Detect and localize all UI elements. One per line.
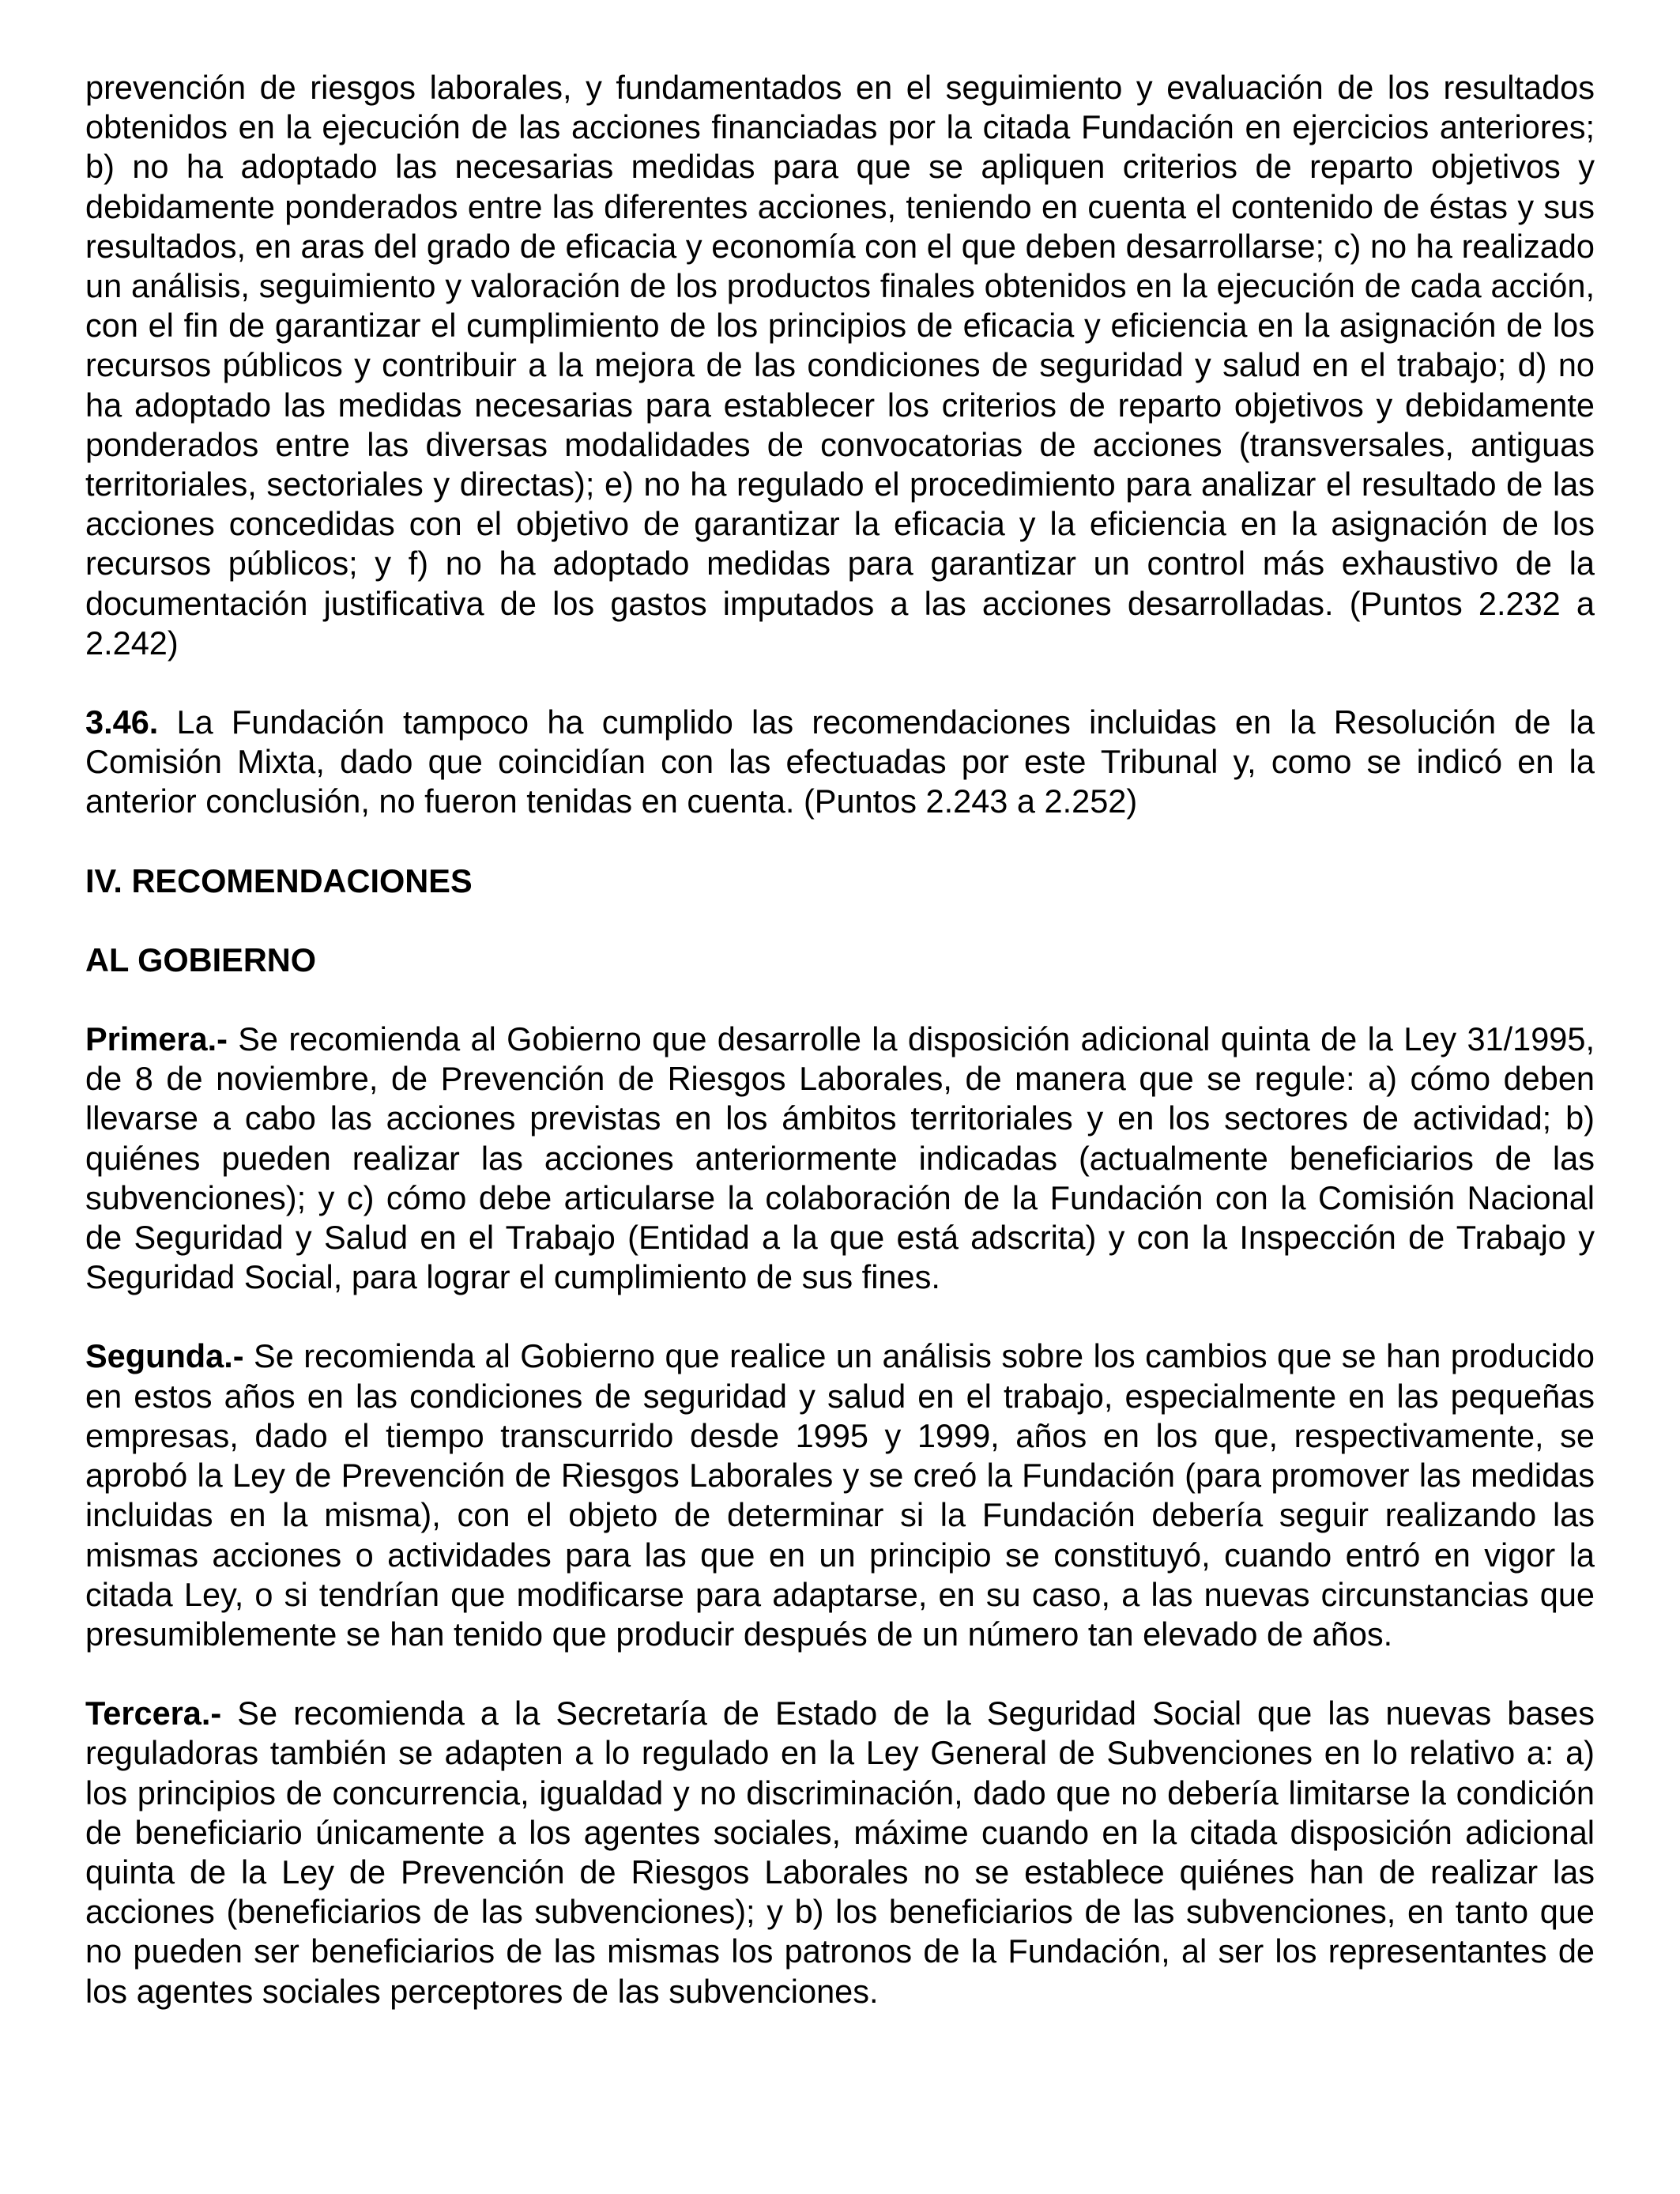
paragraph-number: 3.46. <box>85 703 159 741</box>
subsection-heading: AL GOBIERNO <box>85 941 317 978</box>
recommendation-primera <box>85 1020 1595 1297</box>
recommendation-segunda <box>85 1336 1595 1654</box>
document-page <box>85 68 1595 2011</box>
recommendation-text: Se recomienda al Gobierno que realice un análisis sobre los cambios que se han producido en estos años en las condiciones de seguridad y salud en el trabajo, especialmente en las pequeñas empresas, dado el tiempo transcurrido desde 1995 y 1999, años en los que, respectivamente, se aprobó la Ley de Prevención de Riesgos Laborales y se creó la Fundación (para promover las medidas incluidas en la misma), con el objeto de determinar si la Fundación debería seguir realizando las mismas acciones o actividades para las que en un principio se constituyó, cuando entró en vigor la citada Ley, o si tendrían que modificarse para adaptarse, en su caso, a las nuevas circunstancias que presumiblemente se han tenido que producir después de un número tan elevado de años. <box>85 1337 1595 1653</box>
section-heading: IV. RECOMENDACIONES <box>85 861 473 899</box>
recommendation-text: Se recomienda al Gobierno que desarrolle la disposición adicional quinta de la Ley 31/1995, de 8 de noviembre, de Prevención de Riesgos Laborales, de manera que se regule: a) cómo deben llevarse a cabo las acciones previstas en los ámbitos territoriales y en los sectores de actividad; b) quiénes pueden realizar las acciones anteriormente indicadas (actualmente beneficiarios de las subvenciones); y c) cómo debe articularse la colaboración de la Fundación con la Comisión Nacional de Seguridad y Salud en el Trabajo (Entidad a la que está adscrita) y con la Inspección de Trabajo y Seguridad Social, para lograr el cumplimiento de sus fines. <box>85 1020 1595 1296</box>
recommendation-label: Tercera.- <box>85 1695 222 1732</box>
paragraph-conclusion-continued: prevención de riesgos laborales, y fundamentados en el seguimiento y evaluación de los resultados obtenidos en la ejecución de las acciones financiadas por la citada Fundación en ejercicios anteriores; b) no ha adoptado las necesarias medidas para que se apliquen criterios de reparto objetivos y debidamente ponderados entre las diferentes acciones, teniendo en cuenta el contenido de éstas y sus resultados, en aras del grado de eficacia y economía con el que deben desarrollarse; c) no ha realizado un análisis, seguimiento y valoración de los productos finales obtenidos en la ejecución de cada acción, con el fin de garantizar el cumplimiento de los principios de eficacia y eficiencia en la asignación de los recursos públicos y contribuir a la mejora de las condiciones de seguridad y salud en el trabajo; d) no ha adoptado las medidas necesarias para establecer los criterios de reparto objetivos y debidamente ponderados entre las diversas modalidades de convocatorias de acciones (transversales, antiguas territoriales, sectoriales y directas); e) no ha regulado el procedimiento para analizar el resultado de las acciones concedidas con el objetivo de garantizar la eficacia y la eficiencia en la asignación de los recursos públicos; y f) no ha adoptado medidas para garantizar un control más exhaustivo de la documentación justificativa de los gastos imputados a las acciones desarrolladas. (Puntos 2.232 a 2.242) <box>85 69 1595 662</box>
recommendation-label: Segunda.- <box>85 1337 244 1375</box>
recommendation-text: Se recomienda a la Secretaría de Estado de la Seguridad Social que las nuevas bases reguladoras también se adapten a lo regulado en la Ley General de Subvenciones en lo relativo a: a) los principios de concurrencia, igualdad y no discriminación, dado que no debería limitarse la condición de beneficiario únicamente a los agentes sociales, máxime cuando en la citada disposición adicional quinta de la Ley de Prevención de Riesgos Laborales no se establece quiénes han de realizar las acciones (beneficiarios de las subvenciones); y b) los beneficiarios de las subvenciones, en tanto que no pueden ser beneficiarios de las mismas los patronos de la Fundación, al ser los representantes de los agentes sociales perceptores de las subvenciones. <box>85 1695 1595 2010</box>
recommendation-tercera <box>85 1694 1595 2011</box>
paragraph-3-46 <box>85 703 1595 822</box>
paragraph-text: La Fundación tampoco ha cumplido las recomendaciones incluidas en la Resolución de la Comisión Mixta, dado que coincidían con las efectuadas por este Tribunal y, como se indicó en la anterior conclusión, no fueron tenidas en cuenta. (Puntos 2.243 a 2.252) <box>85 703 1595 820</box>
recommendation-label: Primera.- <box>85 1020 228 1058</box>
